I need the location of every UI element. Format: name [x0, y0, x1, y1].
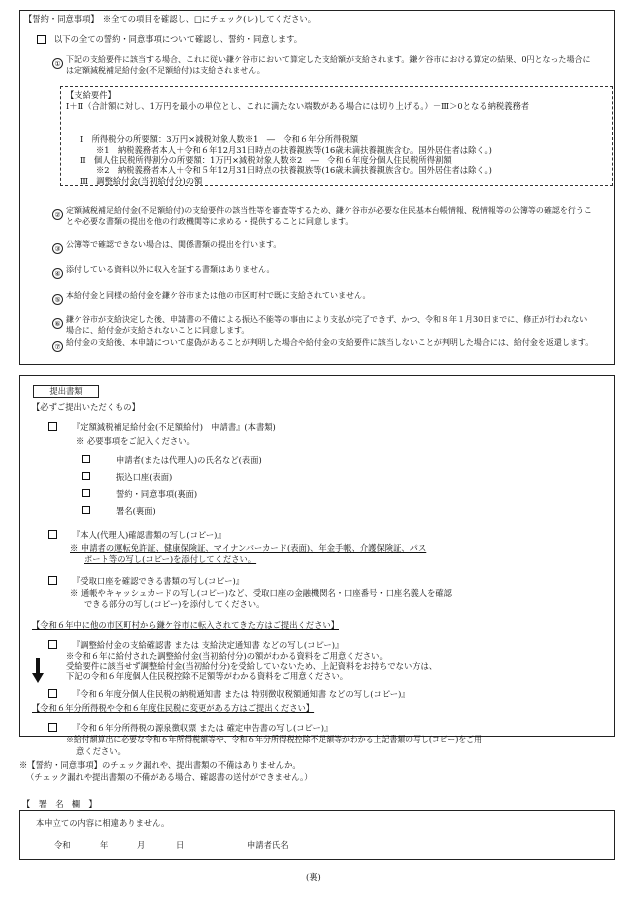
bank-copy-checkbox[interactable] [48, 576, 57, 588]
requirement-note-2: ※2 納税義務者本人＋令和５年12月31日時点の扶養親族等(16歳未満扶養親族含む。国外居住者は除く。) [96, 165, 492, 175]
signature-title: 【 署 名 欄 】 [22, 799, 101, 810]
warning-line-2: （チェック漏れや提出書類の不備がある場合、確認書の送付ができません。） [26, 772, 313, 782]
tax-notice-checkbox[interactable] [48, 689, 57, 701]
pledge-item-2: ② 定額減税補足給付金(不足額給付)の支給要件の該当性等を審査等するため、鎌ケ谷市が必要な住民基本台帳情報、税情報等の公簿等の確認を行うことや必要な書類の提出を他の行政機関等に求める・提供することに同意します。 [52, 206, 594, 228]
sign-month: 月 [137, 840, 146, 850]
pledge-item-3: ③ 公簿等で確認できない場合は、関係書類の提出を行います。 [52, 240, 594, 251]
check-bank-label: 振込口座(表面) [116, 472, 173, 482]
required-header: 【必ずご提出いただくもの】 [32, 402, 140, 412]
id-copy-checkbox[interactable] [48, 530, 57, 542]
app-form-checkbox[interactable] [48, 422, 57, 434]
requirement-line-3: Ⅲ 調整給付金(当初給付分)の額 [80, 176, 203, 186]
pledge-item-5-text: 本給付金と同様の給付金を鎌ケ谷市または他の市区町村で既に支給されていません。 [66, 291, 371, 300]
arrow-down-icon [32, 658, 44, 684]
page-footer: (裏) [306, 872, 321, 882]
id-copy-note-2: ポート等の写し(コピー)を添付してください。 [84, 554, 257, 564]
adjust-copy-label: 『調整給付金の支給確認書 または 支給決定通知書 などの写し(コピー)』 [72, 640, 344, 650]
pledge-header: 【誓約・同意事項】 ※全ての項目を確認し、□にチェック(レ)してください。 [24, 14, 317, 24]
bank-copy-label: 『受取口座を確認できる書類の写し(コピー)』 [72, 576, 245, 586]
adjust-copy-checkbox[interactable] [48, 640, 57, 652]
adjust-note-3: 下記の令和６年度個人住民税控除不足額等がわかる資料をご用意ください。 [66, 671, 349, 681]
check-name-checkbox[interactable] [82, 455, 90, 466]
check-sign-label: 署名(裏面) [116, 506, 156, 516]
docs-title: 提出書類 [33, 385, 99, 398]
bank-copy-note-1: ※ 通帳やキャッシュカードの写し(コピー)など、受取口座の金融機関名・口座番号・口座名義人を確認 [70, 588, 452, 598]
requirements-title: 【支給要件】 [66, 90, 116, 100]
adjust-note-2: 受給要件に該当せず調整給付金(当初給付分)を受給していないため、上記資料をお持ちでない方は、 [66, 661, 438, 671]
sign-era: 令和 [54, 840, 71, 850]
pledge-item-7: ⑦ 給付金の支給後、本申請について虚偽があることが判明した場合や給付金の支給要件に該当しないことが判明した場合には、給付金を返還します。 [52, 338, 594, 349]
agree-all-checkbox[interactable] [37, 35, 46, 47]
sign-year: 年 [100, 840, 109, 850]
bank-copy-note-2: できる部分の写し(コピー)を添付してください。 [84, 599, 265, 609]
pledge-item-1-text: 下記の支給要件に該当する場合、これに従い鎌ケ谷市において算定した支給額が支給されます。鎌ケ谷市における算定の結果、0円となった場合には定額減税補足給付金(不足額給付)は支給されません。 [66, 55, 591, 75]
changed-header: 【令和６年分所得税や令和６年度住民税に変更がある方はご提出ください】 [32, 703, 315, 713]
check-sign-checkbox[interactable] [82, 506, 90, 517]
applicant-name-label: 申請者氏名 [247, 840, 289, 850]
applicant-name-field[interactable] [300, 835, 600, 853]
pledge-item-4: ④ 添付している資料以外に収入を証する書類はありません。 [52, 265, 594, 276]
moved-header: 【令和６年中に他の市区町村から鎌ケ谷市に転入されてきた方はご提出ください】 [32, 620, 339, 630]
warning-line-1: ※【誓約・同意事項】のチェック漏れや、提出書類の不備はありませんか。 [19, 760, 301, 770]
withhold-copy-label: 『令和６年分所得税の源泉徴収票 または 確定申告書の写し(コピー)』 [72, 723, 333, 733]
withhold-copy-checkbox[interactable] [48, 723, 57, 735]
id-copy-note-1: ※ 申請者の運転免許証、健康保険証、マイナンバーカード(表面)、年金手帳、介護保険証、パス [70, 543, 427, 553]
id-copy-label: 『本人(代理人)確認書類の写し(コピー)』 [72, 530, 226, 540]
adjust-note-1: ※令和６年に給付された調整給付金(当初給付分)の額がわかる資料をご用意ください。 [66, 651, 388, 661]
check-pledge-label: 誓約・同意事項(裏面) [116, 489, 198, 499]
withhold-note-1: ※給付額算出に必要な令和６年所得税額等や、令和６年分所得税控除不足額等がわかる上記書類の写し(コピー)をご用 [66, 735, 482, 744]
requirement-line-2: Ⅱ 個人住民税所得割分の所要額：1万円×減税対象人数※2 ― 令和６年度分個人住民税所得割額 [80, 155, 452, 165]
item-number-1: ① [52, 58, 63, 69]
agree-all-label: 以下の全ての誓約・同意事項について確認し、誓約・同意します。 [54, 34, 303, 44]
signature-statement: 本申立ての内容に相違ありません。 [36, 818, 170, 828]
check-bank-checkbox[interactable] [82, 472, 90, 483]
requirements-formula: Ⅰ＋Ⅱ（合計額に対し、1万円を最小の単位とし、これに満たない端数がある場合には切り上げる。）－Ⅲ＞0となる納税義務者 [66, 101, 530, 111]
pledge-item-5: ⑤ 本給付金と同様の給付金を鎌ケ谷市または他の市区町村で既に支給されていません。 [52, 291, 594, 302]
withhold-note-2: 意ください。 [76, 746, 126, 756]
sign-day: 日 [176, 840, 185, 850]
app-form-label: 『定額減税補足給付金(不足額給付) 申請書』(本書類) [72, 422, 276, 432]
app-form-note: ※ 必要事項をご記入ください。 [76, 436, 195, 446]
pledge-item-7-text: 給付金の支給後、本申請について虚偽があることが判明した場合や給付金の支給要件に該当しないことが判明した場合には、給付金を返還します。 [66, 338, 594, 347]
tax-notice-label: 『令和６年度分個人住民税の納税通知書 または 特別徴収税額通知書 などの写し(コピー)』 [72, 689, 410, 699]
pledge-item-6: ⑥ 鎌ケ谷市が支給決定した後、申請書の不備による振込不能等の事由により支払が完了できず、かつ、令和８年１月30日までに、修正が行われない場合に、給付金が支給されないことに同意します。 [52, 315, 594, 337]
pledge-item-6-text: 鎌ケ谷市が支給決定した後、申請書の不備による振込不能等の事由により支払が完了できず、かつ、令和８年１月30日までに、修正が行われない場合に、給付金が支給されないことに同意します。 [66, 315, 588, 335]
requirement-line-1: Ⅰ 所得税分の所要額：3万円×減税対象人数※1 ― 令和６年分所得税額 [80, 134, 358, 144]
pledge-item-4-text: 添付している資料以外に収入を証する書類はありません。 [66, 265, 275, 274]
pledge-item-1 [52, 55, 594, 77]
pledge-item-3-text: 公簿等で確認できない場合は、関係書類の提出を行います。 [66, 240, 282, 249]
requirement-note-1: ※1 納税義務者本人＋令和６年12月31日時点の扶養親族等(16歳未満扶養親族含む。国外居住者は除く。) [96, 145, 492, 155]
check-name-label: 申請者(または代理人)の氏名など(表面) [116, 455, 262, 465]
check-pledge-checkbox[interactable] [82, 489, 90, 500]
pledge-item-2-text: 定額減税補足給付金(不足額給付)の支給要件の該当性等を審査等するため、鎌ケ谷市が必要な住民基本台帳情報、税情報等の公簿等の確認を行うことや必要な書類の提出を他の行政機関等に求める・提供することに同意します。 [66, 206, 592, 226]
